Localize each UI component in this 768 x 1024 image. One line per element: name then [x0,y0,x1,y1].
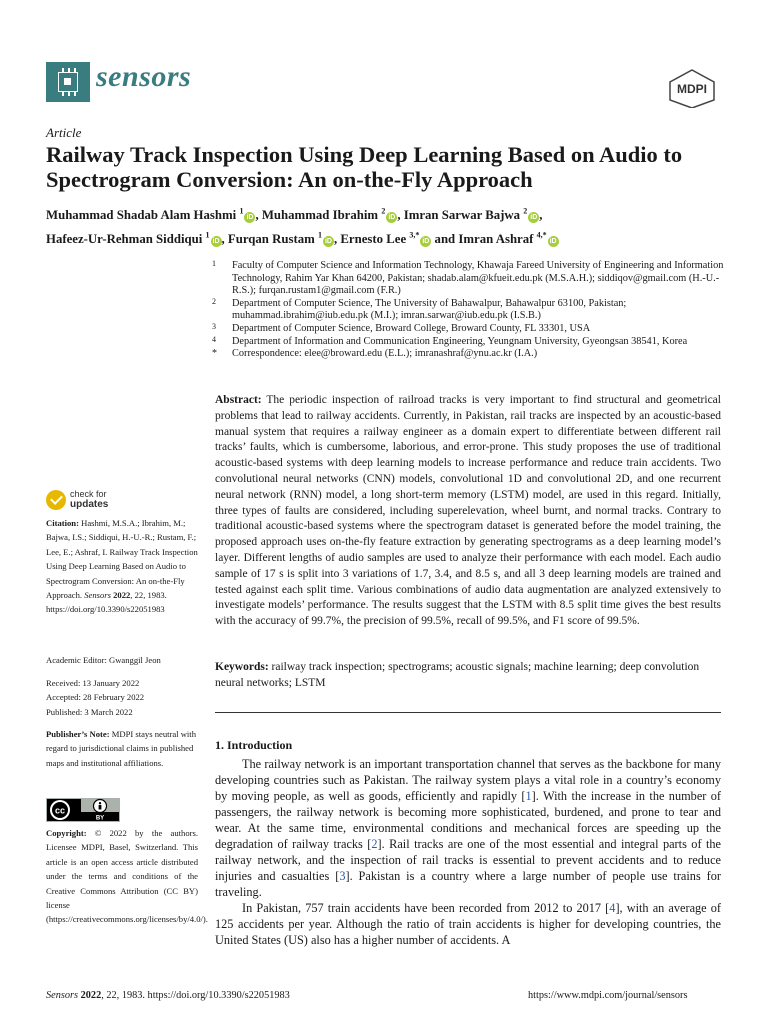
abstract-label: Abstract: [215,394,262,406]
academic-editor: Academic Editor: Gwanggil Jeon [46,655,161,665]
author: Hafeez-Ur-Rehman Siddiqui $^1$iD , [46,230,225,246]
received-date: Received: 13 January 2022 [46,678,140,688]
orcid-icon[interactable]: iD [530,214,538,222]
introduction-body [215,756,721,948]
svg-text:cc: cc [54,805,66,816]
footer-citation: Sensors 2022, 22, 1983. https://doi.org/10.3390/s22051983 [46,990,290,1001]
orcid-icon[interactable]: iD [388,214,396,222]
published-date: Published: 3 March 2022 [46,706,133,717]
reference-link[interactable]: 1 [525,789,532,803]
publisher-name: MDPI [677,82,707,96]
affiliation-item: 3 Department of Computer Science, Broward College, Broward County, FL 33301, USA [212,321,591,334]
author: Furqan Rustam $^1$iD , [227,230,338,246]
correspondence: * Correspondence: elee@broward.edu (E.L.); imranashraf@ynu.ac.kr (I.A.) [212,348,538,360]
journal-name: sensors [96,60,192,93]
author: Ernesto Lee $^{3,*}$iD and [340,230,456,246]
keywords-label: Keywords: [215,661,269,673]
orcid-icon[interactable]: iD [324,237,332,245]
abstract [215,393,721,630]
author-list [46,202,736,249]
citation: Citation: Hashmi, M.S.A.; Ibrahim, M.; Bajwa, I.S.; Siddiqui, H.-U.-R.; Rustam, F.; Lee, E.; Ashraf, I. Railway Track Inspection Using Deep Learning Based on Audio to Spectrogram Conversion: An on-the-Fly Approach. Sensors 2022, 22, 1983. https://doi.org/10.3390/s22051983 [46,518,198,615]
affiliation-item: 4 Department of Information and Communication Engineering, Yeungnam University, Gyeongsan 38541, Korea [212,334,688,347]
orcid-icon[interactable]: iD [246,214,254,222]
orcid-icon[interactable]: iD [549,237,557,245]
author: Muhammad Ibrahim $^2$iD , [261,207,401,223]
creative-commons-icon[interactable] [46,798,120,822]
footer-journal-url[interactable]: https://www.mdpi.com/journal/sensors [528,990,688,1001]
reference-link[interactable]: 3 [339,869,346,883]
reference-link[interactable]: 4 [609,901,616,915]
author: Imran Ashraf $^{4,*}$iD [458,230,557,246]
affiliation-item: 1 Faculty of Computer Science and Information Technology, Khawaja Fareed University of Engineering and Information Technology, Rahim Yar Khan 64200, Pakistan; shadab.alam@kfueit.edu.pk (M.S.A.H.); siddiqov@gmail.com (H.-U.-R.S.); furqan.rustam1@gmail.com (F.R.) [212,259,724,297]
journal-logo-icon [46,62,90,102]
article-title: Railway Track Inspection Using Deep Learning Based on Audio to Spectrogram Conversion: An on-the-Fly Approach [46,142,683,192]
accepted-date: Accepted: 28 February 2022 [46,692,145,703]
affiliations [212,260,732,361]
section-heading: 1. Introduction [215,738,293,752]
copyright: Copyright: © 2022 by the authors. Licensee MDPI, Basel, Switzerland. This article is an open access article distributed under the terms and conditions of the Creative Commons Attribution (CC BY) license (https://creativecommons.org/licenses/by/4.0/). [46,828,208,925]
keywords-text: railway track inspection; spectrograms; acoustic signals; machine learning; deep convolution neural networks; LSTM [215,661,700,689]
orcid-icon[interactable]: iD [212,237,220,245]
check-for-updates-button[interactable]: check for updates [46,488,156,518]
orcid-icon[interactable]: iD [422,237,430,245]
author: Imran Sarwar Bajwa $^2$iD , [403,207,543,223]
abstract-text: The periodic inspection of railroad tracks is very important to find structural and geometrical problems that lead to railway accidents. Currently, in Pakistan, rail tracks are inspected by an acoustic-based manual system that requires a railway engineer as a domain expert to differentiate between different rail tracks’ faults, which is cumbersome, laborious, and error-prone. This study proposes the use of traditional acoustic-based systems with deep learning models to increase performance and reduce train accidents. Two convolutional neural networks (CNN) models, convolutional 1D and convolutional 2D, and one recurrent neural network (RNN) model, a long short-term memory (LSTM) model, are used in this regard. Initially, three types of faults are considered, including superelevation, wheel burnt, and normal tracks. Contrary to traditional acoustic-based systems where the spectrogram dataset is generated before the model training, the proposed approach uses on-the-fly feature extraction by generating spectrograms as a deep learning model’s layer. Different lengths of audio samples are used to analyze their performance with each model. Each audio sample of 17 s is split into 3 variations of 1.7, 3.4, and 8.5 s, and all 3 deep learning models are trained and tested against each split time. Various combinations of audio data augmentation are analyzed extensively to investigate models’ performance. The results suggest that the LSTM with 8.5 split time gives the best results with the accuracy of 99.7%, the precision of 99.5%, recall of 99.5%, and F1 score of 99.5%. [215,394,721,628]
reference-link[interactable]: 2 [371,837,378,851]
paragraph: In Pakistan, 757 train accidents have been recorded from 2012 to 2017 [4], with an average of 125 accidents per year. Although the ratio of train accidents is higher for developing countries, the United States (US) also has a higher number of accidents. A [215,901,721,947]
article-type: Article [46,125,82,140]
paragraph: The railway network is an important transportation channel that serves as the backbone for many developing countries such as Pakistan. The railway system plays a vital role in a country’s economy by moving people, as well as goods, efficiently and rapidly [1]. With the increase in the number of passengers, the railway network is becoming more sophisticated, burdened, and prone to tear and wear. At the same time, environmental conditions and mechanical forces are speeding up the degradation of railway tracks [2]. Rail tracks are one of the most essential and integral parts of the railway network, and the inspection of rail tracks is essential to prevent accidents and to reduce injuries and casualties [3]. Pakistan is a country where a large number of people use trains for traveling. [215,757,722,899]
svg-text:BY: BY [95,815,105,822]
affiliation-item: 2 Department of Computer Science, The University of Bahawalpur, Bahawalpur 63100, Pakistan; muhammad.ibrahim@iub.edu.pk (M.I.); imran.sarwar@iub.edu.pk (I.S.B.) [212,296,627,322]
article-dates [46,676,198,719]
checkmark-icon [46,490,66,510]
section-divider [215,712,721,713]
author: Muhammad Shadab Alam Hashmi $^1$iD , [46,207,259,223]
keywords [215,660,721,692]
mdpi-logo-icon [666,68,718,108]
publisher-note: Publisher’s Note: MDPI stays neutral with regard to jurisdictional claims in published maps and institutional affiliations. [46,729,196,768]
